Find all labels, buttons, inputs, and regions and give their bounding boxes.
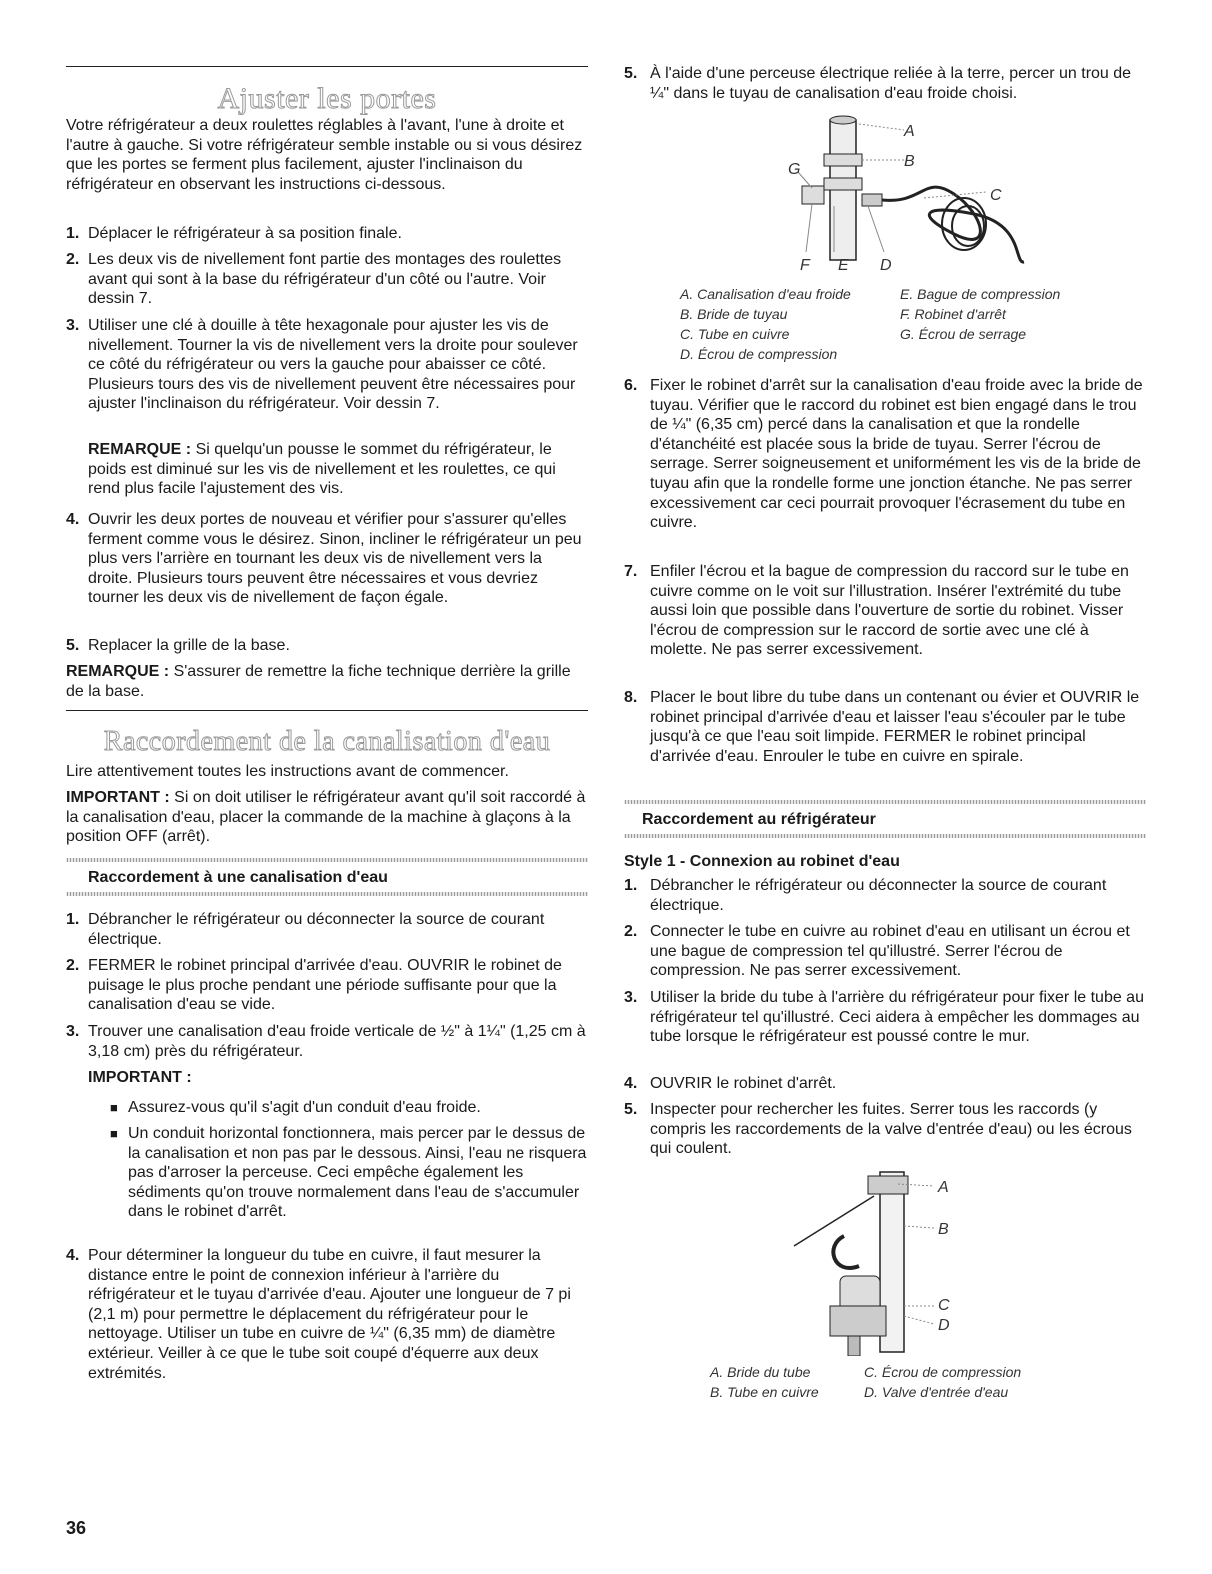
subsection-heading: Raccordement au réfrigérateur — [642, 811, 876, 828]
step-text: FERMER le robinet principal d'arrivée d'eau. OUVRIR le robinet de puisage le plus proche pendant une période suffisante pour que la canalisation d'eau se vide. — [88, 957, 562, 1014]
step-text: Débrancher le réfrigérateur ou déconnecter la source de courant électrique. — [650, 877, 1107, 914]
important-text: Si on doit utiliser le réfrigérateur avant qu'il soit raccordé à la canalisation d'eau, placer la commande de la machine à glaçons à la position OFF (arrêt). — [66, 789, 586, 846]
fig1-label-f: F — [800, 257, 810, 274]
note-text: Si quelqu'un pousse le sommet du réfrigérateur, le poids est diminué sur les vis de nivellement et les roulettes, ce qui rend plus facile l'ajustement des vis. — [88, 441, 556, 498]
important-heading: IMPORTANT : — [88, 1069, 192, 1086]
fig2-legend-right — [864, 1362, 1021, 1402]
fig1-label-g: G — [788, 161, 801, 178]
note-text: S'assurer de remettre la fiche technique derrière la grille de la base. — [66, 663, 571, 700]
step-text: Inspecter pour rechercher les fuites. Serrer tous les raccords (y compris les raccordements de la valve d'entrée d'eau) ou les écrous qui coulent. — [650, 1101, 1132, 1158]
fig1-label-e: E — [838, 257, 849, 274]
step-number: 5. — [624, 1101, 638, 1118]
fig2-legend-left — [710, 1362, 819, 1402]
legend-item: B. Tube en cuivre — [710, 1384, 819, 1400]
fig1-label-d: D — [880, 257, 892, 274]
legend-item: C. Écrou de compression — [864, 1364, 1022, 1380]
bullet-text: Un conduit horizontal fonctionnera, mais percer par le dessus de la canalisation et non pas par le dessous. Ainsi, l'eau ne risquera pas d'arroser la perceuse. Ceci empêche également les sédiments qu'on trouve normalement dans l'eau de s'accumuler dans le robinet d'arrêt. — [128, 1125, 587, 1221]
style1-heading: Style 1 - Connexion au robinet d'eau — [624, 853, 900, 870]
shutoff-valve-illustration — [754, 114, 1034, 276]
note-label: REMARQUE : — [66, 663, 170, 680]
legend-item: C. Tube en cuivre — [680, 326, 790, 342]
step-text: Les deux vis de nivellement font partie des montages des roulettes avant qui sont à la base du réfrigérateur d'un côté ou l'autre. Voir dessin 7. — [88, 251, 562, 308]
fig2-label-c: C — [938, 1297, 950, 1314]
step-text: Déplacer le réfrigérateur à sa position finale. — [88, 225, 402, 242]
bullet-marker: ■ — [110, 1100, 118, 1115]
step-number: 2. — [624, 923, 638, 940]
fig1-label-c: C — [990, 187, 1002, 204]
legend-item: F. Robinet d'arrêt — [900, 306, 1006, 322]
section-title-adjust-doors: Ajuster les portes — [217, 82, 437, 115]
step-number: 1. — [66, 911, 80, 928]
page-number: 36 — [66, 1518, 87, 1538]
legend-item: A. Canalisation d'eau froide — [680, 286, 851, 302]
step-number: 8. — [624, 689, 638, 706]
dotted-divider — [66, 858, 588, 862]
step-text: Trouver une canalisation d'eau froide verticale de ½" à 1¼" (1,25 cm à 3,18 cm) près du réfrigérateur. — [88, 1023, 586, 1060]
legend-item: B. Bride de tuyau — [680, 306, 788, 322]
step-number: 4. — [66, 511, 80, 528]
step-text: Enfiler l'écrou et la bague de compression du raccord sur le tube en cuivre comme on le voit sur l'illustration. Insérer l'extrémité du tube aussi loin que possible dans l'ouverture de sortie du robinet. Visser l'écrou de compression sur le raccord de sortie avec une clé à molette. Ne pas serrer excessivement. — [650, 563, 1129, 659]
step-number: 3. — [66, 317, 80, 334]
step-number: 2. — [66, 957, 80, 974]
important-label: IMPORTANT : — [66, 789, 170, 806]
bullet-marker: ■ — [110, 1126, 118, 1141]
step-text: Utiliser une clé à douille à tête hexagonale pour ajuster les vis de nivellement. Tourner la vis de nivellement vers la droite pour soulever ce côté du réfrigérateur ou vers la gauche pour abaisser ce côté. Plusieurs tours des vis de nivellement peuvent être nécessaires pour ajuster l'inclinaison du réfrigérateur. Voir dessin 7. — [88, 317, 578, 413]
dotted-divider — [624, 800, 1146, 804]
water-inlet-valve-illustration — [784, 1166, 994, 1356]
step-number: 5. — [66, 637, 80, 654]
step-text: Pour déterminer la longueur du tube en cuivre, il faut mesurer la distance entre le point de connexion inférieur à l'arrière du réfrigérateur et le tuyau d'arrivée d'eau. Ajouter une longueur de 7 pi (2,1 m) pour permettre le déplacement du réfrigérateur pour le nettoyage. Utiliser un tube en cuivre de ¼" (6,35 mm) de diamètre extérieur. Veiller à ce que le tube soit coupé d'équerre aux deux extrémités. — [88, 1247, 571, 1382]
step-number: 5. — [624, 65, 638, 82]
legend-item: D. Écrou de compression — [680, 346, 838, 362]
fig2-label-d: D — [938, 1317, 950, 1334]
step-number: 1. — [624, 877, 638, 894]
step-number: 6. — [624, 377, 638, 394]
step-text: Utiliser la bride du tube à l'arrière du réfrigérateur pour fixer le tube au réfrigérateur tel qu'illustré. Ceci aidera à empêcher les dommages au tube lorsque le réfrigérateur est poussé contre le mur. — [650, 989, 1144, 1046]
legend-item: A. Bride du tube — [710, 1364, 811, 1380]
fig1-legend-left — [680, 284, 851, 364]
fig2-label-a: A — [938, 1179, 949, 1196]
fig1-label-b: B — [904, 153, 915, 170]
step-number: 3. — [624, 989, 638, 1006]
final-note — [66, 662, 588, 701]
step-number: 1. — [66, 225, 80, 242]
section-title-water-connection: Raccordement de la canalisation d'eau — [103, 726, 551, 757]
dotted-divider — [66, 892, 588, 896]
step-text: Débrancher le réfrigérateur ou déconnecter la source de courant électrique. — [88, 911, 545, 948]
step-text: Placer le bout libre du tube dans un contenant ou évier et OUVRIR le robinet principal d'arrivée d'eau et laisser l'eau s'écouler par le tube jusqu'à ce que l'eau soit limpide. FERMER le robinet principal d'arrivée d'eau. Enrouler le tube en cuivre en spirale. — [650, 689, 1140, 765]
fig2-label-b: B — [938, 1221, 949, 1238]
step-text: Replacer la grille de la base. — [88, 637, 290, 654]
bullet-text: Assurez-vous qu'il s'agit d'un conduit d'eau froide. — [128, 1099, 481, 1116]
fig1-label-a: A — [904, 123, 915, 140]
step-text: OUVRIR le robinet d'arrêt. — [650, 1075, 837, 1092]
step-number: 4. — [66, 1247, 80, 1264]
step-text: Ouvrir les deux portes de nouveau et vérifier pour s'assurer qu'elles ferment comme vous le désirez. Sinon, incliner le réfrigérateur un peu plus vers l'arrière en tournant les deux vis de nivellement vers la droite. Plusieurs tours peuvent être nécessaires et vous devriez tourner les deux vis de nivellement de façon égale. — [88, 511, 582, 607]
fig1-legend-right — [900, 284, 1060, 344]
note-label: REMARQUE : — [88, 441, 192, 458]
step-number: 3. — [66, 1023, 80, 1040]
intro-paragraph: Votre réfrigérateur a deux roulettes réglables à l'avant, l'une à droite et l'autre à gauche. Si votre réfrigérateur semble instable ou si vous désirez que les portes se ferment plus facilement, ajuster l'inclinaison du réfrigérateur en observant les instructions ci-dessous. — [66, 117, 583, 193]
step-number: 4. — [624, 1075, 638, 1092]
intro-paragraph: Lire attentivement toutes les instructions avant de commencer. — [66, 763, 509, 780]
legend-item: E. Bague de compression — [900, 286, 1061, 302]
note-paragraph — [88, 440, 588, 499]
dotted-divider — [624, 834, 1146, 838]
step-number: 2. — [66, 251, 80, 268]
legend-item: G. Écrou de serrage — [900, 326, 1027, 342]
section-rule — [66, 66, 588, 67]
step-text: Fixer le robinet d'arrêt sur la canalisation d'eau froide avec la bride de tuyau. Vérifier que le raccord du robinet est bien engagé dans le trou de ¼" (6,35 cm) percé dans la canalisation et que la rondelle d'étanchéité est placée sous la bride de tuyau. Serrer l'écrou de serrage. Serrer soigneusement et uniformément les vis de la bride de tuyau afin que la rondelle forme une jonction étanche. Ne pas serrer excessivement car ceci pourrait provoquer l'écrasement du tube en cuivre. — [650, 377, 1143, 532]
subsection-heading: Raccordement à une canalisation d'eau — [88, 869, 388, 886]
important-paragraph — [66, 788, 588, 847]
step-text: Connecter le tube en cuivre au robinet d'eau en utilisant un écrou et une bague de compression tel qu'illustré. Serrer l'écrou de compression. Ne pas serrer excessivement. — [650, 923, 1130, 980]
section-rule — [66, 710, 588, 711]
step-text: À l'aide d'une perceuse électrique reliée à la terre, percer un trou de ¼" dans le tuyau de canalisation d'eau froide choisi. — [650, 65, 1132, 102]
legend-item: D. Valve d'entrée d'eau — [864, 1384, 1009, 1400]
step-number: 7. — [624, 563, 638, 580]
